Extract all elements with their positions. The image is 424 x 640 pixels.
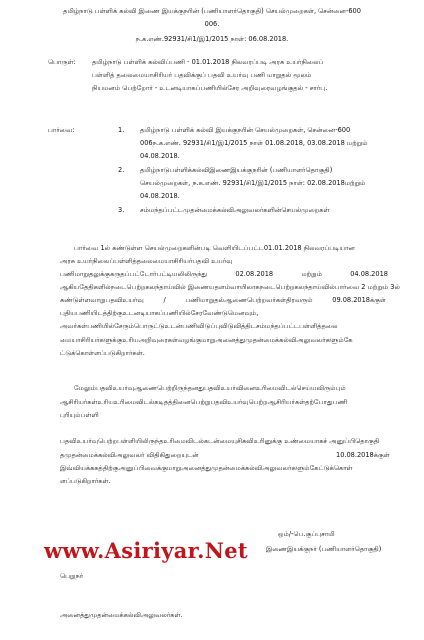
body-p3-line-2b: 10.08.2018க்குள்: [336, 451, 390, 459]
reference-2-line-2: செயல்முறைகள், ந.க.எண். 92931/சி1/இ1/2015 நாள்: 02.08.2018மற்றும்: [140, 179, 366, 187]
recipient-label: பெறுநர்: [60, 572, 84, 580]
text-segment: மற்றும்: [301, 270, 322, 278]
date-segment: 02.08.2018: [235, 270, 274, 278]
text-segment: பணிமாறுதல்ஆணைபெற்றவர்கள்திரவரும்: [185, 296, 313, 304]
body-p3-line-1: பதவிஉயர்வுபெற்றபள்ளியிலிருந்தஉரிமைவிடல்கடன்மையுசிகவிஉரினுக்கு உண்மையாகச் அனுப்பிதொகுதி: [60, 437, 380, 445]
subject-label: பொருள்:: [48, 58, 76, 66]
reference-1-line-2: 006ந.க.எண். 92931/சி1/இ1/2015 நாள் 01.08.2018, 03.08.2018 மற்றும்: [140, 139, 368, 147]
body-p1-line-3: [60, 270, 388, 278]
signature-name: ஒம்/-பெ.குப்புசாமி: [278, 530, 335, 538]
reference-1-num: 1.: [118, 126, 125, 134]
body-p1-line-4: ஆகியதேதிகளில்நடைபெற்றகலந்தாய்வில் இணையதளம்வாயிலாகநடைபெற்றகலந்தாய்வில்பார்வை 2 மற்றும் 3ல்: [60, 283, 400, 291]
recipient-line: அனைத்துமுதன்மைக்கல்விஅலுவலர்கள்.: [60, 611, 183, 619]
subject-line-1: தமிழ்நாடு பள்ளிக் கல்விப்பணி - 01.01.2018 நிலவரப்படி அரசு உயர்நிலைப்: [92, 58, 324, 66]
body-p1-line-9: ட்டுக்கொள்ளப்படுகிறார்கள்.: [60, 349, 145, 357]
body-p1-line-1: பார்வை 1ல் கண்டுள்ள செயல்முறைகளின்படி வெளியிடப்பட்ட01.01.2018 நிலவரப்படியான: [74, 244, 355, 252]
body-p2-line-1: மேலும்பதவிஉயர்வுஆணைபெற்றிருந்தனதுபதவிஉயர்வினைஉரிமைவிடல்செய்யவிரும்பும்: [74, 384, 346, 392]
body-p1-line-7: அவர்கள்பணியில்சேரும்பொருட்டுஉடன்பணிவிடுப்புவிடுவித்திடசம்மந்தப்பட்டபள்ளித்தலை: [60, 322, 338, 330]
body-p2-line-3: புரியும்பள்ளி: [60, 411, 99, 419]
reference-1-line-1: தமிழ்நாடு பள்ளிக் கல்வி இயக்குநரின் செயல்முறைகள், சென்னை-600: [140, 126, 351, 134]
reference-2-line-1: தமிழ்நாடுபள்ளிக்கல்விஇணைஇயக்குநரின் (பணியாளர்தொகுதி): [140, 166, 333, 174]
header-ref-number: ந.க.எண்.92931/சி1/இ1/2015 நாள்: 06.08.2018.: [135, 35, 289, 43]
body-p3-line-4: ளப்படுகிறார்கள்.: [60, 477, 111, 485]
watermark: www.Asiriyar.Net: [44, 538, 248, 563]
signature-title: இணைஇயக்குநர் (பணியாளர்தொகுதி): [266, 545, 382, 553]
reference-2-num: 2.: [118, 166, 125, 174]
body-p1-line-2: அரசு உயர்நிலைப்பள்ளித்தலைமையாசிரியர்பதவி உயர்வு: [60, 257, 233, 265]
header-line-1: தமிழ்நாடு பள்ளிக் கல்வி இணை இயக்குநரின் (பணியாளர்தொகுதி) செயல்முறைகள், சென்னை-600: [63, 7, 361, 15]
body-p3-line-2a: தமுதன்மைக்கல்விஅலுவலர் விதிகிதுறையுடன்: [60, 451, 199, 459]
references-label: பார்வை:: [48, 126, 75, 134]
body-p1-line-8: மையாசிரியர்களுக்குஉரியஅறிவுரைகள்வழங்குமாறுஅனைத்துமுதன்மைக்கல்விஅலுவலர்களும்கே: [60, 336, 353, 344]
subject-line-3: நியமனம் பெற்றோர் - உடனடியாகப்பணியில்சேர அறிவுரைவழங்குதல் - சார்பு.: [92, 84, 328, 92]
reference-3-line-1: சம்மந்தப்பட்டமுதன்மைக்கல்விஅலுவலர்களின்செயல்முறைகள்: [140, 206, 330, 214]
reference-1-line-3: 04.08.2018.: [140, 152, 180, 160]
text-segment: பணிமாறுதலுக்குகருதப்பட்டோர்பட்டியலிலிருந்து: [60, 270, 208, 278]
date-segment: 04.08.2018: [350, 270, 388, 278]
header-line-2: 006.: [204, 20, 220, 28]
reference-2-line-3: 04.08.2018.: [140, 192, 180, 200]
body-p2-line-2: ஆசிரியர்கள்உரியஉரிமைவிடல்கடிதத்தினைபெற்றுபதவிஉயர்வுபெற்றஆசிரியர்கள்தற்போதுபணி: [60, 398, 348, 406]
date-segment: 09.08.2018க்குள்: [332, 296, 386, 304]
body-p1-line-5: [60, 296, 386, 304]
text-segment: /: [163, 296, 166, 304]
reference-3-num: 3.: [118, 206, 125, 214]
body-p1-line-6: புதியபணியிடத்திற்குஉடனடியாகப்பணியில்சேரவேண்டுமெனவும்,: [60, 309, 259, 317]
body-p3-line-3: இவ்வியக்ககத்திற்குஅனுப்பிவைக்குமாறுஅனைத்துமுதன்மைக்கல்விஅலுவலர்களும்கேட்டுக்கொள்: [60, 464, 353, 472]
subject-line-2: பள்ளித் தலைமையாசிரியர் பதவிக்குப் பதவி உயர்வு பணி மாறுதல் மூலம்: [92, 71, 312, 79]
text-segment: கண்டுள்ளவாறுபதவிஉயர்வு: [60, 296, 144, 304]
